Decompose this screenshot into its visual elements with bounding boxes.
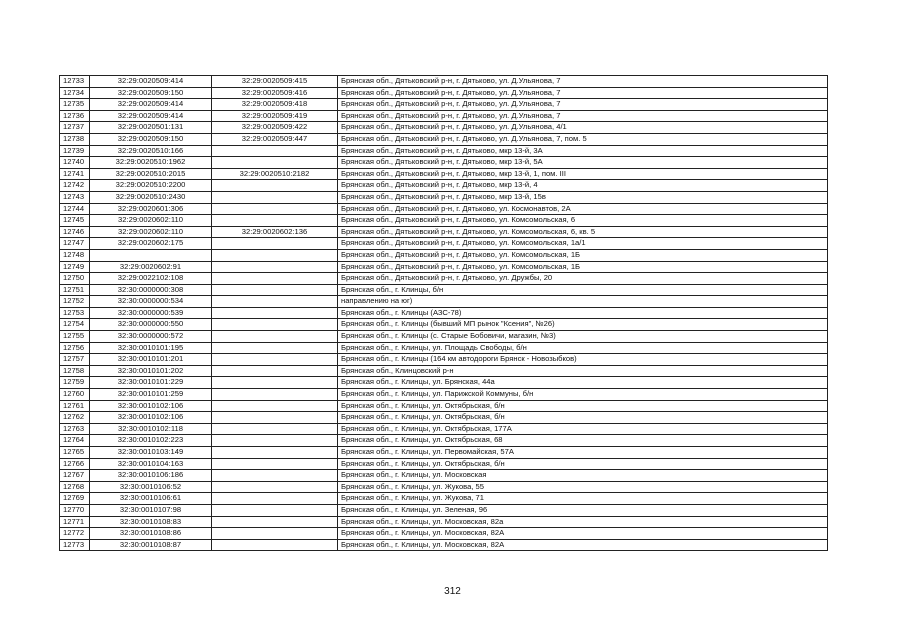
related-cadastral-number-cell — [212, 377, 338, 389]
table-row — [60, 110, 828, 122]
related-cadastral-number-cell — [212, 307, 338, 319]
table-row — [60, 493, 828, 505]
cadastral-number-cell: 32:30:0000000:308 — [90, 284, 212, 296]
row-number-cell: 12756 — [60, 342, 90, 354]
row-number-cell: 12742 — [60, 180, 90, 192]
table-row — [60, 180, 828, 192]
cadastral-number-cell: 32:30:0010104:163 — [90, 458, 212, 470]
related-cadastral-number-cell — [212, 238, 338, 250]
table-row — [60, 191, 828, 203]
address-cell: Брянская обл., Дятьковский р-н, г. Дятьково, ул. Комсомольская, 1Б — [338, 261, 828, 273]
address-cell: Брянская обл., г. Клинцы, ул. Жукова, 55 — [338, 481, 828, 493]
row-number-cell: 12753 — [60, 307, 90, 319]
related-cadastral-number-cell — [212, 481, 338, 493]
row-number-cell: 12743 — [60, 191, 90, 203]
registry-table-body — [60, 76, 828, 551]
table-row — [60, 447, 828, 459]
table-row — [60, 215, 828, 227]
cadastral-number-cell: 32:30:0010106:186 — [90, 470, 212, 482]
row-number-cell: 12761 — [60, 400, 90, 412]
row-number-cell: 12764 — [60, 435, 90, 447]
cadastral-number-cell: 32:29:0020510:2015 — [90, 168, 212, 180]
related-cadastral-number-cell — [212, 180, 338, 192]
row-number-cell: 12771 — [60, 516, 90, 528]
table-row — [60, 284, 828, 296]
table-row — [60, 249, 828, 261]
address-cell: Брянская обл., г. Клинцы, ул. Московская — [338, 470, 828, 482]
related-cadastral-number-cell — [212, 145, 338, 157]
row-number-cell: 12770 — [60, 504, 90, 516]
address-cell: Брянская обл., г. Клинцы, б/н — [338, 284, 828, 296]
row-number-cell: 12767 — [60, 470, 90, 482]
table-row — [60, 331, 828, 343]
related-cadastral-number-cell — [212, 412, 338, 424]
cadastral-number-cell: 32:29:0020510:166 — [90, 145, 212, 157]
related-cadastral-number-cell: 32:29:0020510:2182 — [212, 168, 338, 180]
address-cell: Брянская обл., г. Клинцы (АЗС-78) — [338, 307, 828, 319]
related-cadastral-number-cell — [212, 400, 338, 412]
related-cadastral-number-cell — [212, 516, 338, 528]
table-row — [60, 122, 828, 134]
related-cadastral-number-cell — [212, 261, 338, 273]
address-cell: Брянская обл., г. Клинцы (с. Старые Бобовичи, магазин, №3) — [338, 331, 828, 343]
table-row — [60, 99, 828, 111]
address-cell: Брянская обл., г. Клинцы (164 км автодороги Брянск - Новозыбков) — [338, 354, 828, 366]
cadastral-number-cell: 32:30:0000000:572 — [90, 331, 212, 343]
table-row — [60, 273, 828, 285]
related-cadastral-number-cell: 32:29:0020509:415 — [212, 76, 338, 88]
related-cadastral-number-cell — [212, 284, 338, 296]
related-cadastral-number-cell — [212, 331, 338, 343]
table-row — [60, 319, 828, 331]
row-number-cell: 12768 — [60, 481, 90, 493]
table-row — [60, 76, 828, 88]
registry-table — [59, 75, 828, 551]
cadastral-number-cell: 32:30:0010108:87 — [90, 539, 212, 551]
row-number-cell: 12733 — [60, 76, 90, 88]
address-cell: Брянская обл., г. Клинцы, ул. Московская, 82А — [338, 539, 828, 551]
row-number-cell: 12746 — [60, 226, 90, 238]
row-number-cell: 12751 — [60, 284, 90, 296]
cadastral-number-cell: 32:29:0020509:150 — [90, 87, 212, 99]
related-cadastral-number-cell — [212, 504, 338, 516]
table-row — [60, 145, 828, 157]
address-cell: Брянская обл., Дятьковский р-н, г. Дятьково, мкр 13-й, 5А — [338, 157, 828, 169]
cadastral-number-cell: 32:29:0020602:110 — [90, 226, 212, 238]
table-row — [60, 458, 828, 470]
related-cadastral-number-cell — [212, 249, 338, 261]
table-row — [60, 423, 828, 435]
cadastral-number-cell: 32:30:0000000:539 — [90, 307, 212, 319]
row-number-cell: 12757 — [60, 354, 90, 366]
table-row — [60, 261, 828, 273]
address-cell: Брянская обл., Дятьковский р-н, г. Дятьково, ул. Дружбы, 20 — [338, 273, 828, 285]
table-row — [60, 226, 828, 238]
page-number: 312 — [444, 586, 461, 597]
address-cell: Брянская обл., Дятьковский р-н, г. Дятьково, мкр 13-й, 3А — [338, 145, 828, 157]
related-cadastral-number-cell: 32:29:0020509:422 — [212, 122, 338, 134]
cadastral-number-cell: 32:30:0000000:534 — [90, 296, 212, 308]
cadastral-number-cell: 32:29:0020602:175 — [90, 238, 212, 250]
table-row — [60, 516, 828, 528]
row-number-cell: 12739 — [60, 145, 90, 157]
related-cadastral-number-cell — [212, 528, 338, 540]
related-cadastral-number-cell — [212, 319, 338, 331]
row-number-cell: 12738 — [60, 133, 90, 145]
row-number-cell: 12769 — [60, 493, 90, 505]
related-cadastral-number-cell — [212, 273, 338, 285]
related-cadastral-number-cell: 32:29:0020509:447 — [212, 133, 338, 145]
row-number-cell: 12754 — [60, 319, 90, 331]
address-cell: Брянская обл., г. Клинцы, ул. Московская, 82а — [338, 516, 828, 528]
cadastral-number-cell: 32:29:0020509:414 — [90, 110, 212, 122]
related-cadastral-number-cell — [212, 435, 338, 447]
address-cell: Брянская обл., Дятьковский р-н, г. Дятьково, ул. Д.Ульянова, 7 — [338, 110, 828, 122]
cadastral-number-cell: 32:29:0020601:306 — [90, 203, 212, 215]
related-cadastral-number-cell — [212, 215, 338, 227]
row-number-cell: 12773 — [60, 539, 90, 551]
related-cadastral-number-cell — [212, 203, 338, 215]
address-cell: Брянская обл., Дятьковский р-н, г. Дятьково, ул. Комсомольская, 1а/1 — [338, 238, 828, 250]
table-row — [60, 238, 828, 250]
related-cadastral-number-cell — [212, 191, 338, 203]
table-row — [60, 203, 828, 215]
address-cell: Брянская обл., Дятьковский р-н, г. Дятьково, ул. Д.Ульянова, 7, пом. 5 — [338, 133, 828, 145]
cadastral-number-cell: 32:30:0010108:86 — [90, 528, 212, 540]
row-number-cell: 12744 — [60, 203, 90, 215]
address-cell: Брянская обл., г. Клинцы, ул. Октябрьская, 177А — [338, 423, 828, 435]
address-cell: Брянская обл., г. Клинцы, ул. Первомайская, 57А — [338, 447, 828, 459]
cadastral-number-cell: 32:29:0020602:110 — [90, 215, 212, 227]
table-row — [60, 389, 828, 401]
related-cadastral-number-cell — [212, 389, 338, 401]
cadastral-number-cell: 32:30:0010102:106 — [90, 400, 212, 412]
row-number-cell: 12734 — [60, 87, 90, 99]
table-row — [60, 354, 828, 366]
row-number-cell: 12766 — [60, 458, 90, 470]
address-cell: Брянская обл., Дятьковский р-н, г. Дятьково, ул. Д.Ульянова, 4/1 — [338, 122, 828, 134]
cadastral-number-cell: 32:30:0010106:61 — [90, 493, 212, 505]
cadastral-number-cell: 32:30:0010101:229 — [90, 377, 212, 389]
related-cadastral-number-cell — [212, 296, 338, 308]
cadastral-number-cell: 32:29:0020602:91 — [90, 261, 212, 273]
related-cadastral-number-cell: 32:29:0020509:418 — [212, 99, 338, 111]
address-cell: Брянская обл., Дятьковский р-н, г. Дятьково, мкр 13-й, 4 — [338, 180, 828, 192]
table-row — [60, 157, 828, 169]
related-cadastral-number-cell — [212, 447, 338, 459]
table-row — [60, 481, 828, 493]
address-cell: Брянская обл., Дятьковский р-н, г. Дятьково, мкр 13-й, 15в — [338, 191, 828, 203]
cadastral-number-cell: 32:29:0020501:131 — [90, 122, 212, 134]
row-number-cell: 12763 — [60, 423, 90, 435]
table-row — [60, 400, 828, 412]
address-cell: Брянская обл., г. Клинцы, ул. Зеленая, 96 — [338, 504, 828, 516]
address-cell: Брянская обл., г. Клинцы, ул. Площадь Свободы, б/н — [338, 342, 828, 354]
row-number-cell: 12760 — [60, 389, 90, 401]
table-row — [60, 133, 828, 145]
cadastral-number-cell: 32:30:0010101:195 — [90, 342, 212, 354]
cadastral-number-cell: 32:30:0010101:202 — [90, 365, 212, 377]
related-cadastral-number-cell: 32:29:0020509:416 — [212, 87, 338, 99]
row-number-cell: 12752 — [60, 296, 90, 308]
cadastral-number-cell — [90, 249, 212, 261]
row-number-cell: 12749 — [60, 261, 90, 273]
cadastral-number-cell: 32:30:0010108:83 — [90, 516, 212, 528]
related-cadastral-number-cell — [212, 458, 338, 470]
row-number-cell: 12735 — [60, 99, 90, 111]
related-cadastral-number-cell — [212, 539, 338, 551]
row-number-cell: 12772 — [60, 528, 90, 540]
address-cell: Брянская обл., Дятьковский р-н, г. Дятьково, ул. Космонавтов, 2А — [338, 203, 828, 215]
row-number-cell: 12736 — [60, 110, 90, 122]
cadastral-number-cell: 32:30:0010103:149 — [90, 447, 212, 459]
row-number-cell: 12740 — [60, 157, 90, 169]
address-cell: Брянская обл., г. Клинцы, ул. Жукова, 71 — [338, 493, 828, 505]
address-cell: Брянская обл., г. Клинцы, ул. Брянская, 44а — [338, 377, 828, 389]
address-cell: Брянская обл., г. Клинцы, ул. Октябрьская, б/н — [338, 400, 828, 412]
address-cell: Брянская обл., Клинцовский р-н — [338, 365, 828, 377]
related-cadastral-number-cell — [212, 342, 338, 354]
cadastral-number-cell: 32:30:0010102:106 — [90, 412, 212, 424]
address-cell: Брянская обл., Дятьковский р-н, г. Дятьково, ул. Д.Ульянова, 7 — [338, 87, 828, 99]
cadastral-number-cell: 32:29:0020509:150 — [90, 133, 212, 145]
row-number-cell: 12748 — [60, 249, 90, 261]
related-cadastral-number-cell — [212, 493, 338, 505]
cadastral-number-cell: 32:29:0020510:2430 — [90, 191, 212, 203]
table-row — [60, 412, 828, 424]
row-number-cell: 12762 — [60, 412, 90, 424]
table-row — [60, 307, 828, 319]
row-number-cell: 12755 — [60, 331, 90, 343]
row-number-cell: 12737 — [60, 122, 90, 134]
row-number-cell: 12750 — [60, 273, 90, 285]
table-row — [60, 377, 828, 389]
address-cell: Брянская обл., г. Клинцы, ул. Октябрьская, 68 — [338, 435, 828, 447]
table-row — [60, 470, 828, 482]
related-cadastral-number-cell — [212, 157, 338, 169]
table-row — [60, 504, 828, 516]
cadastral-number-cell: 32:29:0020509:414 — [90, 99, 212, 111]
related-cadastral-number-cell: 32:29:0020602:136 — [212, 226, 338, 238]
address-cell: Брянская обл., г. Клинцы (бывший МП рынок "Ксения", №26) — [338, 319, 828, 331]
related-cadastral-number-cell — [212, 365, 338, 377]
row-number-cell: 12741 — [60, 168, 90, 180]
address-cell: Брянская обл., г. Клинцы, ул. Октябрьская, б/н — [338, 458, 828, 470]
row-number-cell: 12745 — [60, 215, 90, 227]
address-cell: Брянская обл., Дятьковский р-н, г. Дятьково, ул. Комсомольская, 1Б — [338, 249, 828, 261]
related-cadastral-number-cell — [212, 423, 338, 435]
cadastral-number-cell: 32:29:0022102:108 — [90, 273, 212, 285]
related-cadastral-number-cell — [212, 470, 338, 482]
cadastral-number-cell: 32:30:0010102:223 — [90, 435, 212, 447]
cadastral-number-cell: 32:30:0010101:259 — [90, 389, 212, 401]
address-cell: Брянская обл., Дятьковский р-н, г. Дятьково, ул. Комсомольская, 6, кв. 5 — [338, 226, 828, 238]
table-row — [60, 342, 828, 354]
cadastral-number-cell: 32:30:0010101:201 — [90, 354, 212, 366]
row-number-cell: 12758 — [60, 365, 90, 377]
table-row — [60, 168, 828, 180]
cadastral-number-cell: 32:30:0000000:550 — [90, 319, 212, 331]
table-row — [60, 87, 828, 99]
cadastral-number-cell: 32:29:0020510:1962 — [90, 157, 212, 169]
cadastral-number-cell: 32:30:0010107:98 — [90, 504, 212, 516]
address-cell: Брянская обл., Дятьковский р-н, г. Дятьково, ул. Д.Ульянова, 7 — [338, 99, 828, 111]
related-cadastral-number-cell: 32:29:0020509:419 — [212, 110, 338, 122]
address-cell: Брянская обл., Дятьковский р-н, г. Дятьково, ул. Д.Ульянова, 7 — [338, 76, 828, 88]
table-row — [60, 296, 828, 308]
cadastral-number-cell: 32:30:0010106:52 — [90, 481, 212, 493]
address-cell: направлению на юг) — [338, 296, 828, 308]
row-number-cell: 12747 — [60, 238, 90, 250]
cadastral-number-cell: 32:29:0020509:414 — [90, 76, 212, 88]
address-cell: Брянская обл., г. Клинцы, ул. Московская, 82А — [338, 528, 828, 540]
related-cadastral-number-cell — [212, 354, 338, 366]
table-row — [60, 365, 828, 377]
table-row — [60, 528, 828, 540]
table-row — [60, 539, 828, 551]
address-cell: Брянская обл., г. Клинцы, ул. Парижской Коммуны, б/н — [338, 389, 828, 401]
table-row — [60, 435, 828, 447]
cadastral-number-cell: 32:29:0020510:2200 — [90, 180, 212, 192]
row-number-cell: 12759 — [60, 377, 90, 389]
address-cell: Брянская обл., г. Клинцы, ул. Октябрьская, б/н — [338, 412, 828, 424]
address-cell: Брянская обл., Дятьковский р-н, г. Дятьково, мкр 13-й, 1, пом. III — [338, 168, 828, 180]
row-number-cell: 12765 — [60, 447, 90, 459]
cadastral-number-cell: 32:30:0010102:118 — [90, 423, 212, 435]
address-cell: Брянская обл., Дятьковский р-н, г. Дятьково, ул. Комсомольская, 6 — [338, 215, 828, 227]
